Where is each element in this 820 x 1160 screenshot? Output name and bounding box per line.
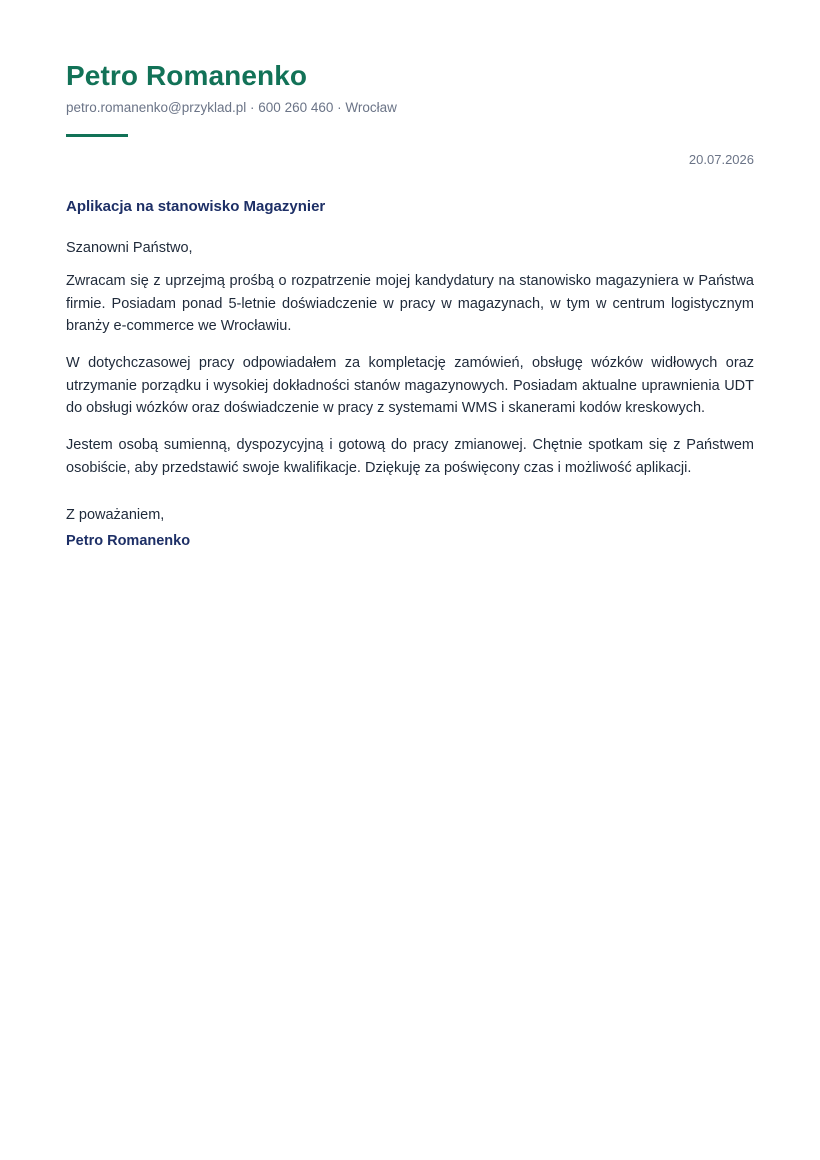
letter-date: 20.07.2026 (688, 152, 754, 167)
salutation: Szanowni Państwo, (66, 240, 193, 256)
contact-line: petro.romanenko@przyklad.pl · 600 260 460 · Wrocław (66, 100, 397, 115)
letter-subject: Aplikacja na stanowisko Magazynier (66, 198, 326, 215)
body-paragraph-2: W dotychczasowej pracy odpowiadałem za kompletację zamówień, obsługę wózków widłowych oraz utrzymanie porządku i wysokiej dokładności stanów magazynowych. Posiadam aktualne uprawnienia UDT do obsługi wózków oraz doświadczenie w pracy z systemami WMS i skanerami kodów kreskowych. (66, 355, 754, 416)
applicant-name: Petro Romanenko (66, 60, 308, 91)
body-paragraph-1: Zwracam się z uprzejmą prośbą o rozpatrzenie mojej kandydatury na stanowisko magazyniera w Państwa firmie. Posiadam ponad 5-letnie doświadczenie w pracy w magazynach, w tym w centrum logistycznym branży e-commerce we Wrocławiu. (66, 273, 754, 334)
accent-divider (66, 134, 128, 137)
body-paragraph-3: Jestem osobą sumienną, dyspozycyjną i gotową do pracy zmianowej. Chętnie spotkam się z Państwem osobiście, aby przedstawić swoje kwalifikacje. Dziękuję za poświęcony czas i możliwość aplikacji. (66, 437, 754, 476)
signature-name: Petro Romanenko (66, 533, 191, 549)
closing: Z poważaniem, (66, 507, 165, 523)
